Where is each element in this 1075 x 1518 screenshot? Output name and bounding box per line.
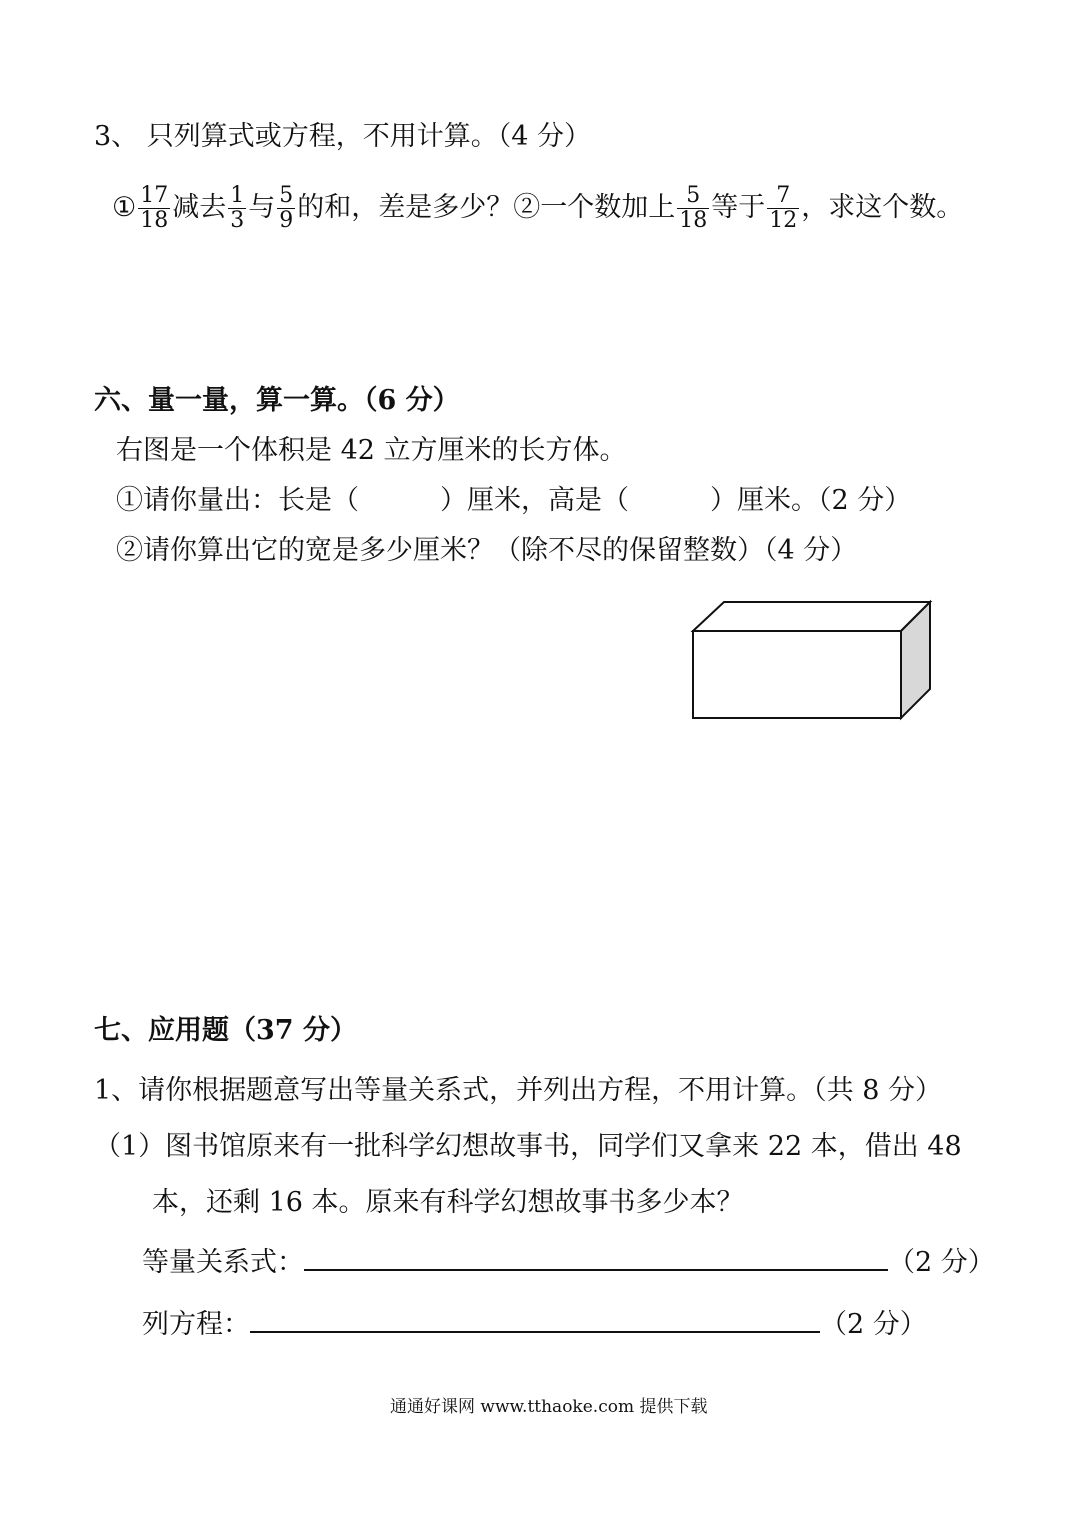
relation-label: 等量关系式：	[142, 1247, 304, 1278]
equation-row	[142, 1308, 927, 1342]
q3-text-sum: 的和，差是多少？②一个数加上	[297, 192, 676, 223]
relation-answer-blank[interactable]	[304, 1247, 888, 1271]
cuboid-top-face	[693, 602, 930, 631]
footer-credit: 通通好课网 www.tthaoke.com 提供下载	[390, 1397, 708, 1417]
q3-text-end: ，求这个数。	[801, 192, 964, 223]
equation-points: （2 分）	[820, 1309, 927, 1340]
section7-title: 七、应用题（37 分）	[94, 1015, 357, 1046]
section6-title: 六、量一量，算一算。（6 分）	[94, 385, 460, 416]
equation-answer-blank[interactable]	[250, 1309, 820, 1333]
q3-title: 3、 只列算式或方程，不用计算。（4 分）	[94, 121, 592, 152]
section6-line2: ①请你量出：长是（ ）厘米，高是（ ）厘米。（2 分）	[116, 485, 912, 516]
q3-items	[112, 184, 963, 233]
fraction-5-9: $\frac{5}{9}$	[279, 183, 294, 233]
relation-points: （2 分）	[888, 1247, 995, 1278]
fraction-1-3: $\frac{1}{3}$	[230, 183, 245, 233]
section7-sub1-line2: 本，还剩 16 本。原来有科学幻想故事书多少本？	[152, 1187, 744, 1218]
cuboid-front-face	[693, 631, 901, 718]
relation-row	[142, 1246, 995, 1280]
q3-item1-prefix: ①	[112, 192, 137, 223]
fraction-5-18: $\frac{5}{18}$	[679, 183, 708, 233]
fraction-17-18: $\frac{17}{18}$	[140, 183, 169, 233]
section7-q1: 1、请你根据题意写出等量关系式，并列出方程，不用计算。（共 8 分）	[94, 1075, 943, 1106]
equation-label: 列方程：	[142, 1309, 250, 1340]
section7-sub1-line1: （1）图书馆原来有一批科学幻想故事书，同学们又拿来 22 本，借出 48	[94, 1131, 962, 1162]
cuboid-figure	[686, 595, 938, 725]
section6-line3: ②请你算出它的宽是多少厘米？（除不尽的保留整数）（4 分）	[116, 535, 858, 566]
fraction-7-12: $\frac{7}{12}$	[769, 183, 798, 233]
q3-text-and: 与	[248, 192, 276, 223]
section6-line1: 右图是一个体积是 42 立方厘米的长方体。	[116, 435, 627, 466]
q3-text-equals: 等于	[711, 192, 766, 223]
q3-text-minus: 减去	[172, 192, 227, 223]
